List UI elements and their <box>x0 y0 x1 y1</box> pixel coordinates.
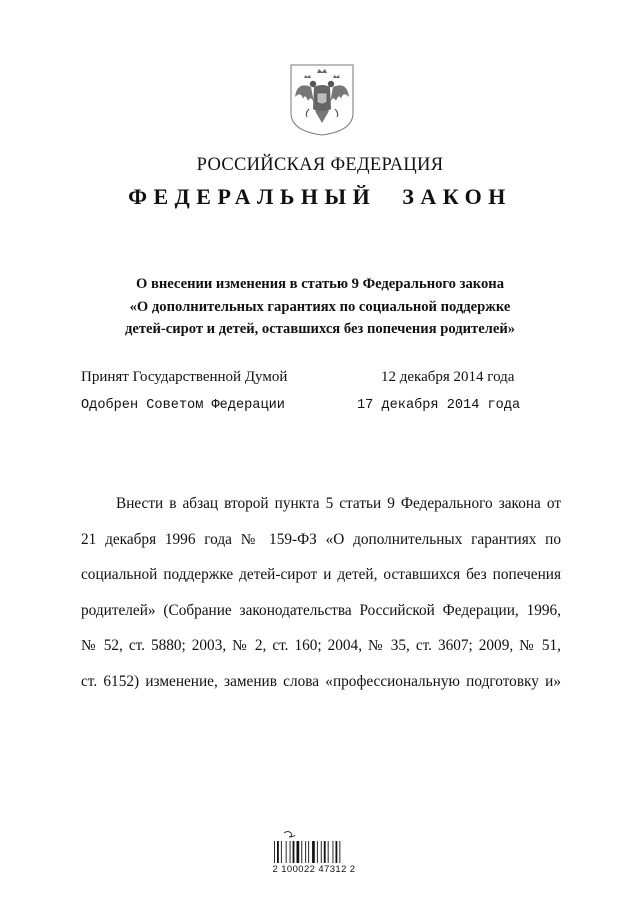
barcode-number: 2 100022 47312 2 <box>272 864 356 875</box>
council-label: Одобрен Советом Федерации <box>81 398 285 413</box>
country-name: РОССИЙСКАЯ ФЕДЕРАЦИЯ <box>196 155 444 175</box>
body-line: ст. 6152) изменение, заменив слова «профессиональную подготовку и» <box>81 672 561 690</box>
council-date: 17 декабря 2014 года <box>357 398 521 413</box>
adoption-duma-row <box>81 369 521 389</box>
adoption-council-row <box>81 398 521 418</box>
law-title <box>100 273 540 341</box>
law-body-paragraph <box>81 486 561 699</box>
law-title-line: О внесении изменения в статью 9 Федерального закона <box>135 276 504 292</box>
coat-of-arms-icon <box>289 63 355 137</box>
body-line: родителей» (Собрание законодательства Российской Федерации, 1996, <box>81 601 561 619</box>
duma-date: 12 декабря 2014 года <box>381 369 515 385</box>
law-title-line: детей-сирот и детей, оставшихся без попечения родителей» <box>124 321 516 337</box>
body-line: социальной поддержке детей-сирот и детей, оставшихся без попечения <box>81 566 561 583</box>
document-type-heading: ФЕДЕРАЛЬНЫЙ ЗАКОН <box>128 184 512 209</box>
body-line: 21 декабря 1996 года № 159-ФЗ «О дополнительных гарантиях по <box>81 530 561 548</box>
body-line: Внести в абзац второй пункта 5 статьи 9 Федерального закона от <box>116 495 561 512</box>
body-line: № 52, ст. 5880; 2003, № 2, ст. 160; 2004, № 35, ст. 3607; 2009, № 51, <box>81 637 561 654</box>
duma-label: Принят Государственной Думой <box>81 369 288 385</box>
law-title-line: «О дополнительных гарантиях по социальной поддержке <box>129 298 511 315</box>
